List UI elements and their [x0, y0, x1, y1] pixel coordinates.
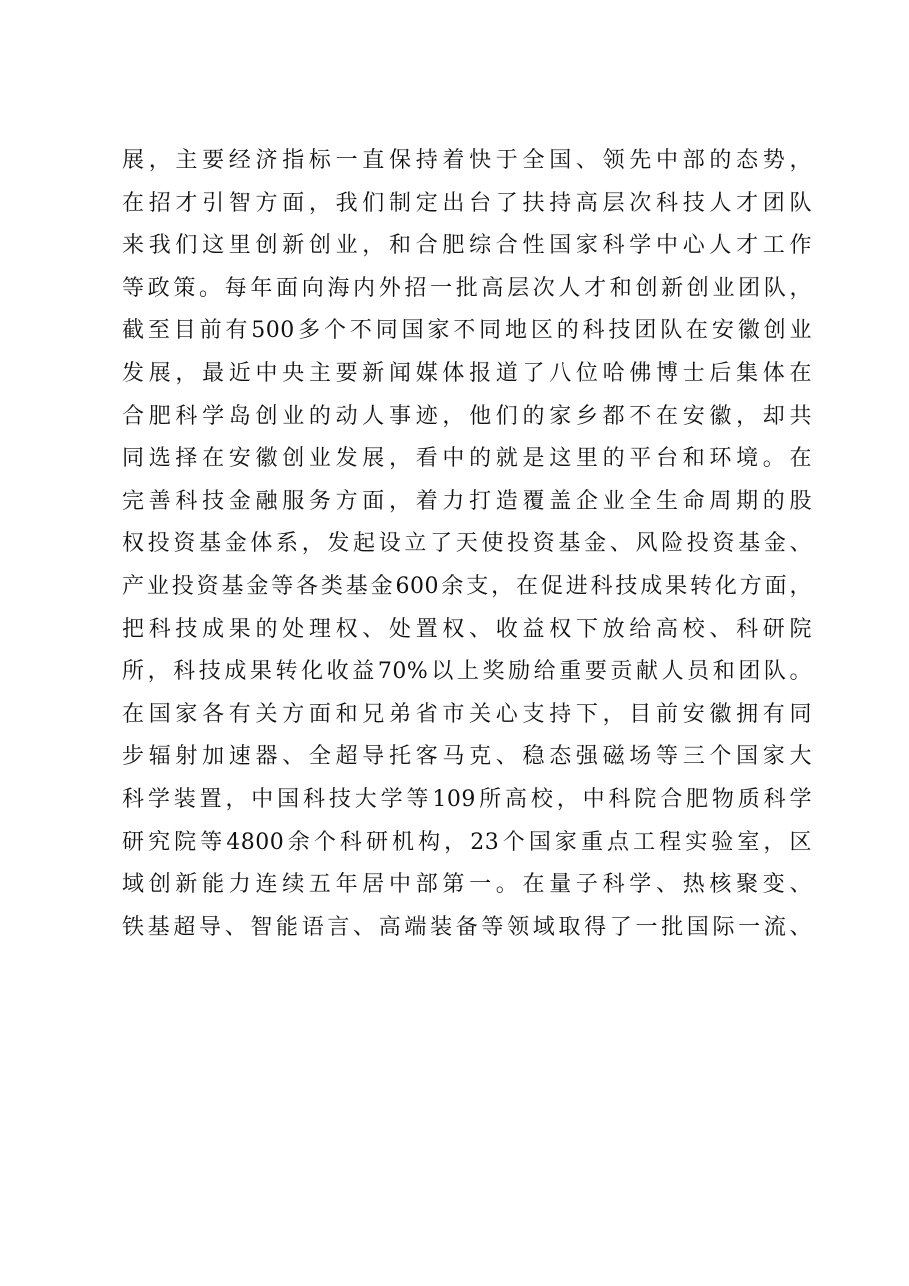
text-line: 来我们这里创新创业，和合肥综合性国家科学中心人才工作	[122, 233, 812, 259]
text-line: 权投资基金体系，发起设立了天使投资基金、风险投资基金、	[122, 531, 812, 557]
text-line: 同选择在安徽创业发展，看中的就是这里的平台和环境。在	[122, 446, 812, 472]
text-line: 合肥科学岛创业的动人事迹，他们的家乡都不在安徽，却共	[122, 403, 812, 429]
body-text	[122, 140, 812, 949]
text-line: 把科技成果的处理权、处置权、收益权下放给高校、科研院	[122, 616, 812, 642]
text-line: 发展，最近中央主要新闻媒体报道了八位哈佛博士后集体在	[122, 360, 812, 386]
text-line: 研究院等4800余个科研机构，23个国家重点工程实验室，区	[122, 829, 812, 855]
text-line: 在国家各有关方面和兄弟省市关心支持下，目前安徽拥有同	[122, 701, 812, 727]
text-line: 完善科技金融服务方面，着力打造覆盖企业全生命周期的股	[122, 488, 812, 514]
text-line: 步辐射加速器、全超导托客马克、稳态强磁场等三个国家大	[122, 744, 812, 770]
text-line: 等政策。每年面向海内外招一批高层次人才和创新创业团队，	[122, 275, 812, 301]
text-line: 在招才引智方面，我们制定出台了扶持高层次科技人才团队	[122, 190, 812, 216]
text-line: 展，主要经济指标一直保持着快于全国、领先中部的态势，	[122, 148, 812, 173]
text-line: 域创新能力连续五年居中部第一。在量子科学、热核聚变、	[122, 872, 812, 898]
text-line: 铁基超导、智能语言、高端装备等领域取得了一批国际一流、	[122, 914, 812, 940]
text-line: 科学装置，中国科技大学等109所高校，中科院合肥物质科学	[122, 786, 812, 812]
text-line: 截至目前有500多个不同国家不同地区的科技团队在安徽创业	[122, 318, 812, 344]
text-line: 产业投资基金等各类基金600余支，在促进科技成果转化方面，	[122, 573, 812, 599]
text-line: 所，科技成果转化收益70%以上奖励给重要贡献人员和团队。	[122, 659, 812, 685]
